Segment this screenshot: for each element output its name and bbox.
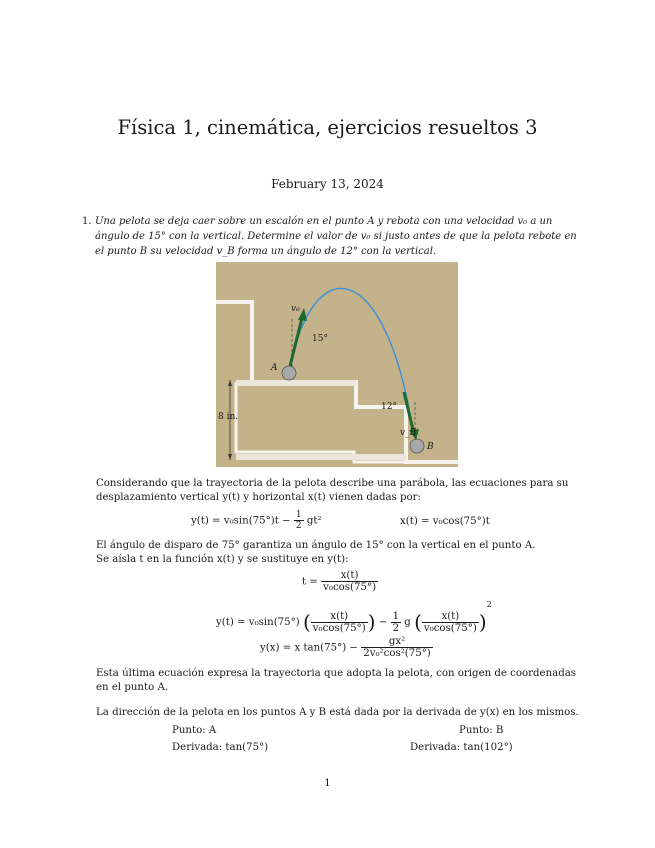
point-a-label: Punto: A: [172, 725, 217, 736]
eq-y-right: gt²: [306, 515, 322, 527]
eq-final-numerator: gx²: [361, 636, 433, 648]
label-8-in: 8 in.: [218, 412, 239, 422]
eq-y-fraction: [294, 510, 304, 531]
page-number: 1: [324, 777, 331, 789]
eq-sub-close-paren-2: ): [478, 610, 487, 634]
paragraph-trajectory: Considerando que la trayectoria de la pelota describe una parábola, las ecuaciones para su desplazamiento vertical y(t) y horizontal x(t) vienen dadas por:: [96, 478, 569, 503]
eq-t-denominator: v₀cos(75°): [323, 582, 377, 593]
problem-number: 1.: [82, 216, 92, 227]
paragraph-direction: La dirección de la pelota en los puntos A y B está dada por la derivada de y(x) en los mismos.: [96, 707, 579, 718]
equation-trajectory: [260, 636, 433, 659]
eq-sub-minus: −: [378, 617, 388, 628]
eq-sub-square: 2: [486, 600, 492, 609]
label-15-degrees: 15°: [312, 334, 328, 344]
eq-t-numerator: x(t): [321, 570, 378, 582]
document-title: Física 1, cinemática, ejercicios resueltos 3: [117, 116, 538, 139]
point-b-derivative: Derivada: tan(102°): [410, 742, 513, 753]
eq-sub-left: y(t) = v₀sin(75°): [216, 617, 300, 628]
equation-y-of-t: [191, 510, 322, 531]
problem-text: Una pelota se deja caer sobre un escalón en el punto A y rebota con una velocidad v₀ a un ángulo de 15° con la vertical. Determine el valor de v₀ si justo antes de que la pelota rebote en el punto B su velocidad v_B forma un ángulo de 12° con la vertical.: [95, 216, 577, 257]
point-a-derivative: Derivada: tan(75°): [172, 742, 269, 753]
eq-sub-open-paren: (: [302, 610, 311, 634]
paragraph-isolate: Se aísla t en la función x(t) y se sustituye en y(t):: [96, 554, 349, 565]
paragraph-angle: El ángulo de disparo de 75° garantiza un ángulo de 15° con la vertical en el punto A.: [96, 540, 536, 551]
problem-figure: [216, 262, 458, 467]
eq-sub-half-denominator: 2: [392, 622, 400, 634]
eq-sub-fraction-1: [311, 611, 368, 634]
eq-final-fraction: [361, 636, 433, 659]
eq-y-left: y(t) = v₀sin(75°)t −: [191, 515, 291, 527]
document-date: February 13, 2024: [271, 177, 384, 191]
eq-final-left: y(x) = x tan(75°) −: [260, 642, 358, 654]
equation-x-of-t: x(t) = v₀cos(75°)t: [400, 516, 490, 527]
eq-sub-open-paren-2: (: [414, 610, 422, 634]
eq-t-fraction: [321, 570, 378, 593]
eq-sub-g: g: [404, 617, 411, 628]
point-b-label: Punto: B: [459, 725, 504, 736]
eq-sub-close-paren: ): [367, 610, 376, 634]
paragraph-last-equation: Esta última ecuación expresa la trayectoria que adopta la pelota, con origen de coordenadas en el punto A.: [96, 668, 577, 693]
label-v0: v₀: [291, 304, 300, 314]
eq-sub-denominator-1: v₀cos(75°): [312, 622, 366, 634]
eq-y-frac-denominator: 2: [295, 521, 302, 531]
label-vb: v_B: [400, 428, 417, 438]
label-12-degrees: 12°: [381, 402, 397, 412]
eq-sub-numerator-2: x(t): [422, 611, 479, 623]
label-point-b: B: [427, 442, 434, 452]
figure-illustration: [216, 262, 458, 467]
eq-sub-fraction-2: [422, 611, 479, 634]
label-point-a: A: [271, 363, 278, 373]
eq-sub-denominator-2: v₀cos(75°): [423, 622, 477, 634]
eq-t-left: t =: [302, 576, 318, 588]
eq-final-denominator: 2v₀²cos²(75°): [363, 648, 431, 659]
equation-substituted: [216, 600, 492, 634]
eq-sub-half-numerator: 1: [392, 610, 400, 622]
equation-t: [302, 570, 378, 593]
eq-sub-half: [391, 611, 401, 634]
eq-sub-numerator-1: x(t): [311, 611, 368, 623]
eq-y-frac-numerator: 1: [295, 510, 302, 520]
problem-statement: [82, 214, 582, 259]
